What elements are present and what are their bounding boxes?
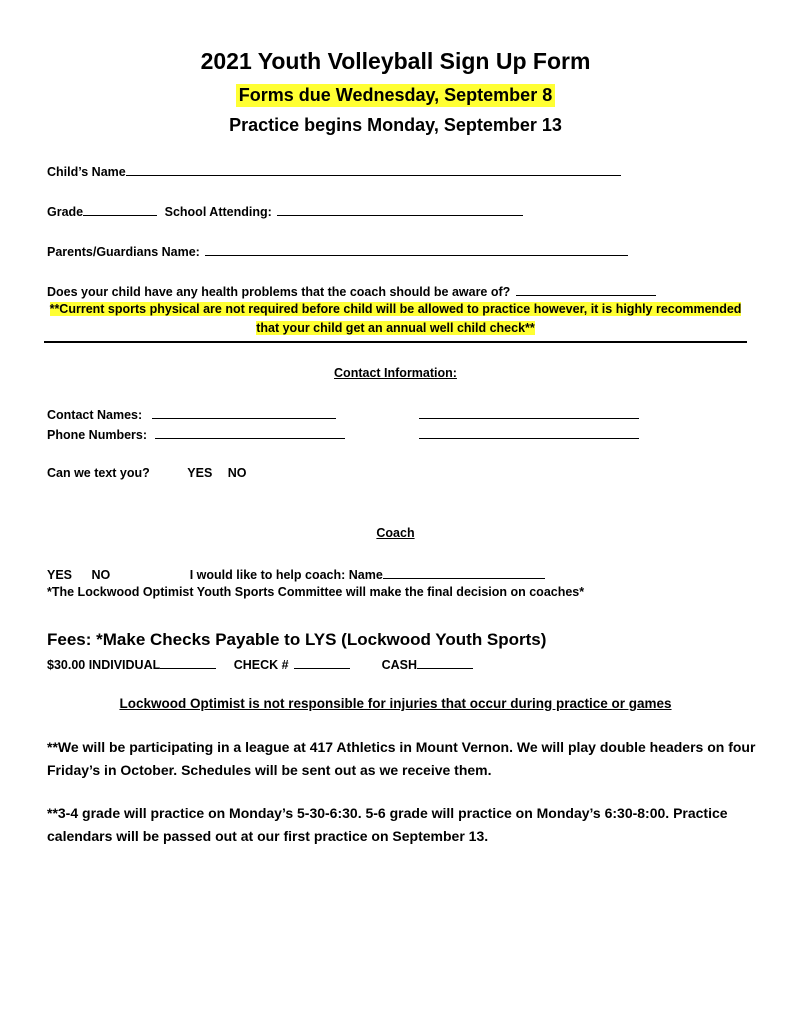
contact-name-second	[419, 406, 639, 422]
cash-label: CASH	[381, 658, 417, 672]
parents-label: Parents/Guardians Name:	[47, 245, 200, 259]
grade-row	[47, 203, 523, 219]
phone-second	[419, 426, 639, 442]
phone-blank-2[interactable]	[419, 426, 639, 439]
due-date-banner	[0, 84, 791, 107]
text-question-row	[47, 466, 247, 480]
fees-row	[47, 656, 473, 672]
text-question-label: Can we text you?	[47, 466, 150, 480]
physical-note-line-2: that your child get an annual well child check**	[256, 321, 535, 335]
text-yes-option[interactable]: YES	[187, 466, 213, 480]
child-name-blank[interactable]	[126, 163, 621, 176]
check-label: CHECK #	[233, 658, 289, 672]
text-no-option[interactable]: NO	[227, 466, 247, 480]
child-name-row	[47, 163, 621, 179]
fees-heading: Fees: *Make Checks Payable to LYS (Lockwood Youth Sports)	[47, 630, 547, 649]
coach-yes-option[interactable]: YES	[47, 568, 73, 582]
cash-blank[interactable]	[417, 656, 473, 669]
practice-start-text: Practice begins Monday, September 13	[229, 115, 562, 135]
school-label: School Attending:	[164, 205, 272, 219]
contact-names-row	[47, 406, 336, 422]
coach-row	[47, 566, 545, 582]
parents-blank[interactable]	[205, 243, 628, 256]
coach-committee-note: *The Lockwood Optimist Youth Sports Committee will make the final decision on coaches*	[47, 585, 585, 599]
health-label: Does your child have any health problems that the coach should be aware of?	[47, 285, 511, 299]
liability-disclaimer: Lockwood Optimist is not responsible for injuries that occur during practice or games	[119, 696, 672, 711]
school-blank[interactable]	[277, 203, 523, 216]
section-divider	[44, 341, 747, 343]
grade-blank[interactable]	[83, 203, 157, 216]
individual-fee-label: $30.00 INDIVIDUAL	[47, 658, 161, 672]
coach-no-option[interactable]: NO	[91, 568, 111, 582]
contact-names-label: Contact Names:	[47, 408, 143, 422]
health-blank[interactable]	[516, 283, 656, 296]
due-date-text: Forms due Wednesday, September 8	[236, 84, 555, 107]
form-title: 2021 Youth Volleyball Sign Up Form	[200, 48, 591, 74]
phone-numbers-row	[47, 426, 345, 442]
physical-note-line-1: **Current sports physical are not required before child will be allowed to practice however, it is highly recommended	[49, 302, 742, 316]
practice-info-paragraph: **3-4 grade will practice on Monday’s 5-30-6:30. 5-6 grade will practice on Monday’s 6:30-8:00. Practice calendars will be passed out at our first practice on September 13.	[47, 805, 728, 844]
contact-heading: Contact Information:	[334, 366, 457, 380]
coach-help-label: I would like to help coach: Name	[189, 568, 383, 582]
phone-numbers-label: Phone Numbers:	[47, 428, 148, 442]
physical-note	[40, 300, 751, 338]
grade-label: Grade	[47, 205, 84, 219]
contact-name-blank-2[interactable]	[419, 406, 639, 419]
contact-name-blank-1[interactable]	[152, 406, 336, 419]
child-name-label: Child’s Name	[47, 165, 126, 179]
health-row	[47, 283, 656, 299]
check-blank[interactable]	[294, 656, 350, 669]
phone-blank-1[interactable]	[155, 426, 345, 439]
parents-row	[47, 243, 628, 259]
league-info-paragraph: **We will be participating in a league at 417 Athletics in Mount Vernon. We will play double headers on four Friday’s in October. Schedules will be sent out as we receive them.	[47, 739, 756, 778]
individual-fee-blank[interactable]	[160, 656, 216, 669]
coach-heading: Coach	[376, 526, 415, 540]
coach-name-blank[interactable]	[383, 566, 545, 579]
